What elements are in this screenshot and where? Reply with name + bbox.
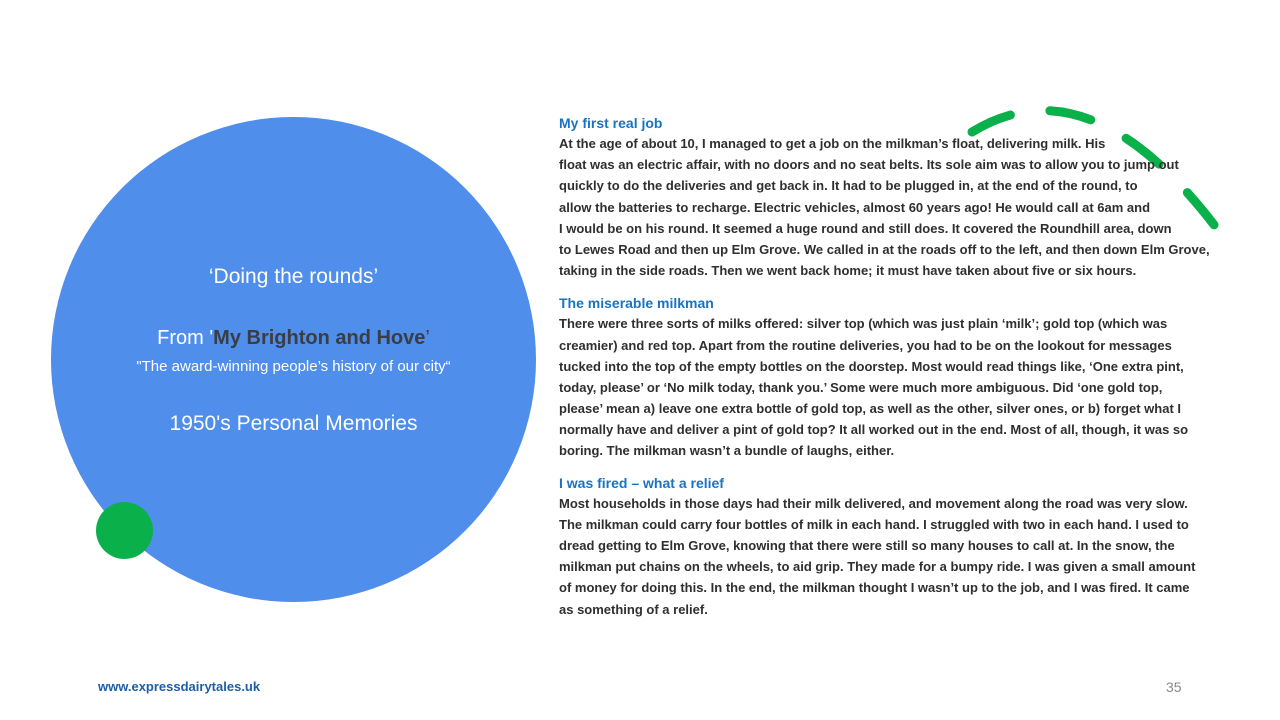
body-line: I would be on his round. It seemed a huge round and still does. It covered the Roundhill area, down [559,220,1172,236]
page-number: 35 [1166,679,1182,695]
source-suffix: ’ [425,327,430,349]
source-prefix: From ' [157,327,214,349]
source-tagline: "The award-winning people’s history of our city“ [136,358,451,375]
section-title: The miserable milkman [559,295,714,312]
body-line: allow the batteries to recharge. Electric vehicles, almost 60 years ago! He would call at 6am and [559,199,1151,215]
slide-subtitle: 1950's Personal Memories [169,412,418,435]
body-line: boring. The milkman wasn’t a bundle of laughs, either. [559,443,895,459]
body-line: The milkman could carry four bottles of milk in each hand. I struggled with two in each hand. I used to [559,516,1189,532]
section-first-job [559,114,1259,281]
body-line: There were three sorts of milks offered: silver top (which was just plain ‘milk’; gold top (which was [559,316,1168,332]
slide-heading: ‘Doing the rounds’ [208,265,379,288]
decorative-green-dot [96,502,153,559]
body-line: dread getting to Elm Grove, knowing that there were still so many houses to call at. In the snow, the [559,538,1175,553]
section-title: My first real job [559,115,663,131]
body-line: to Lewes Road and then up Elm Grove. We called in at the roads off to the left, and then down Elm Grove, [559,241,1210,257]
section-title: I was fired – what a relief [559,474,724,491]
body-line: today, please’ or ‘No milk today, thank you.’ Some were much more ambiguous. Did ‘one gold top, [559,379,1163,395]
body-line: milkman put chains on the wheels, to aid grip. They made for a bumpy ride. I was given a small amount [559,559,1196,575]
body-line: Most households in those days had their milk delivered, and movement along the road was very slow. [559,495,1188,511]
body-line: please’ mean a) leave one extra bottle of gold top, as well as the other, silver ones, or b) forget what I [559,401,1181,417]
body-line: At the age of about 10, I managed to get a job on the milkman’s float, delivering milk. His [559,136,1106,151]
section-miserable-milkman [559,294,1259,461]
body-line: tucked into the top of the empty bottles on the doorstep. Most would read things like, ‘One extra pint, [559,358,1184,374]
article-body [559,114,1259,620]
body-line: as something of a relief. [559,601,708,617]
footer-website-link[interactable]: www.expressdairytales.uk [98,679,261,694]
body-line: normally have and deliver a pint of gold top? It all worked out in the end. Most of all, though, it was so [559,422,1189,438]
section-fired [559,474,1259,620]
body-line: of money for doing this. In the end, the milkman thought I wasn’t up to the job, and I was fired. It came [559,580,1190,596]
body-line: taking in the side roads. Then we went back home; it must have taken about five or six hours. [559,263,1137,279]
source-title: My Brighton and Hove [213,327,426,349]
source-line [51,327,536,350]
body-line: creamier) and red top. Apart from the routine deliveries, you had to be on the lookout for messages [559,337,1172,353]
body-line: quickly to do the deliveries and get back in. It had to be plugged in, at the end of the round, to [559,178,1138,194]
body-line: float was an electric affair, with no doors and no seat belts. Its sole aim was to allow you to jump out [559,157,1179,173]
